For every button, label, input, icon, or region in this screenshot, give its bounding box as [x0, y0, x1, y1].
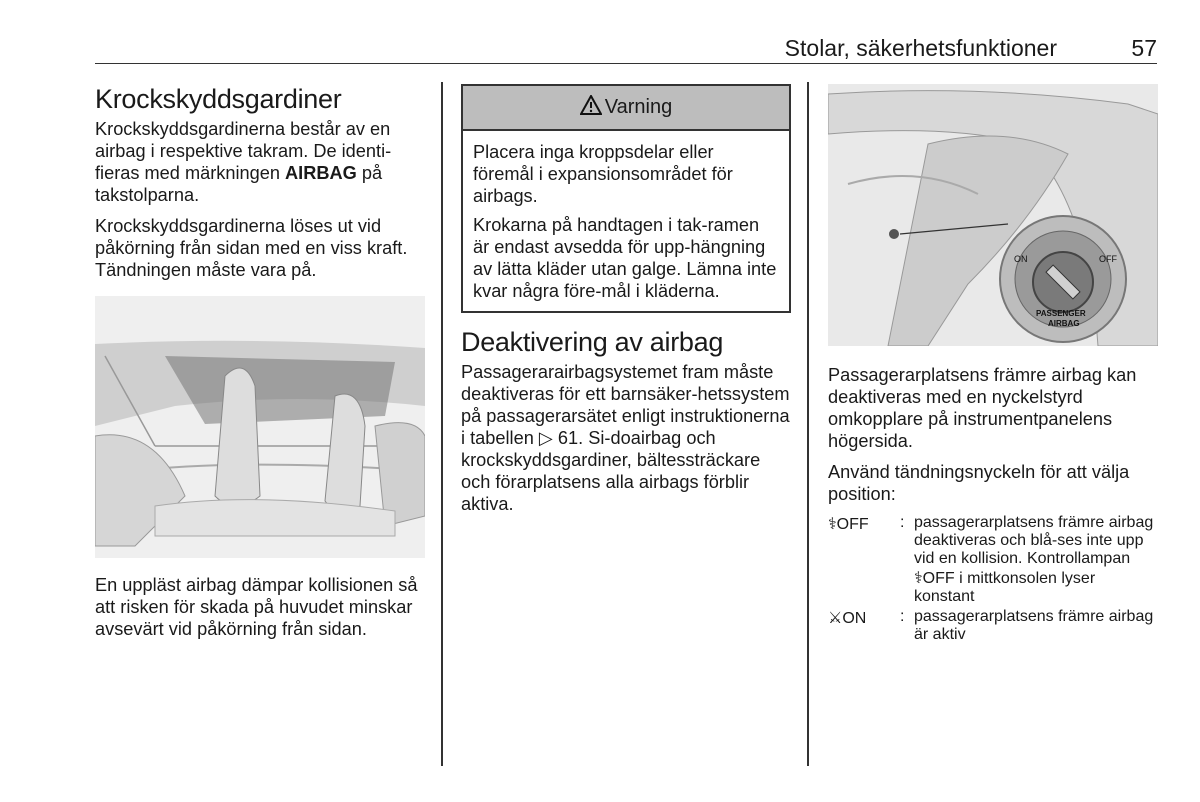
paragraph: Krockskyddsgardinerna består av en airbag i respektive takram. De identi-fieras med märkningen AIRBAG på takstolparna.: [95, 119, 392, 205]
dashboard-switch-image: [828, 84, 1158, 346]
column-middle: [461, 84, 791, 524]
column-right: [828, 84, 1158, 646]
switch-passenger-label: PASSENGER: [1036, 309, 1086, 318]
term-on: ON: [842, 610, 867, 627]
paragraph: Passagerarplatsens främre airbag kan deaktiveras med en nyckelstyrd omkopplare på instrumentpanelens högersida.: [828, 365, 1137, 451]
paragraph: Krockskyddsgardinerna löses ut vid påkörning från sidan med en viss kraft. Tändningen måste vara på.: [95, 216, 408, 280]
warning-box: [461, 84, 791, 313]
switch-off-label: OFF: [1099, 254, 1117, 264]
page-reference: 61: [557, 428, 579, 448]
position-definitions: [828, 514, 1158, 644]
page-reference-icon: ▷: [538, 428, 553, 448]
heading-curtain-airbags: Krockskyddsgardiner: [95, 84, 342, 114]
heading-deactivate-airbag: Deaktivering av airbag: [461, 327, 724, 357]
airbag-on-icon: ⚔: [828, 610, 843, 627]
switch-on-label: ON: [1014, 254, 1028, 264]
curtain-airbag-illustration: [95, 296, 425, 558]
paragraph: Använd tändningsnyckeln för att välja position:: [828, 462, 1130, 504]
warning-header: [463, 86, 789, 131]
definition-off: ⚕OFF : passagerarplatsens främre airbag deaktiveras och blå-ses inte upp vid en kollision. Kontrollampan ⚕OFF i mittkonsolen lyser konstant: [828, 514, 1154, 605]
airbag-off-icon: ⚕: [828, 516, 837, 533]
airbag-off-icon: ⚕: [914, 570, 923, 587]
switch-airbag-label: AIRBAG: [1048, 319, 1080, 328]
page-number: 57: [1131, 35, 1157, 61]
running-header: [95, 34, 1157, 64]
car-interior-image: [95, 296, 425, 558]
warning-title: Varning: [604, 96, 673, 118]
section-title: Stolar, säkerhetsfunktioner: [784, 35, 1057, 61]
paragraph: En uppläst airbag dämpar kollisionen så att risken för skada på huvudet minskar avsevärt vid påkörning från sidan.: [95, 575, 418, 639]
column-left: [95, 84, 425, 649]
warning-text: Krokarna på handtagen i tak-ramen är endast avsedda för upp-hängning av lätta kläder utan galge. Lämna inte kvar några före-mål i kläderna.: [473, 215, 777, 301]
airbag-switch-illustration: [828, 84, 1158, 346]
paragraph: Passagerarairbagsystemet fram måste deaktiveras för ett barnsäker-hetssystem på passagerarsätet enligt instruktionerna i tabellen ▷ 61. Si-doairbag och krockskyddsgardiner, bältessträckare och förarplatsens alla airbags förblir aktiva.: [461, 362, 790, 514]
airbag-marking: AIRBAG: [285, 163, 357, 183]
definition-on: ⚔ON : passagerarplatsens främre airbag är aktiv: [828, 608, 1154, 643]
column-divider: [807, 82, 809, 766]
warning-text: Placera inga kroppsdelar eller föremål i expansionsområdet för airbags.: [473, 142, 733, 206]
warning-triangle-icon: [580, 95, 602, 121]
column-divider: [441, 82, 443, 766]
term-off: OFF: [836, 516, 869, 533]
